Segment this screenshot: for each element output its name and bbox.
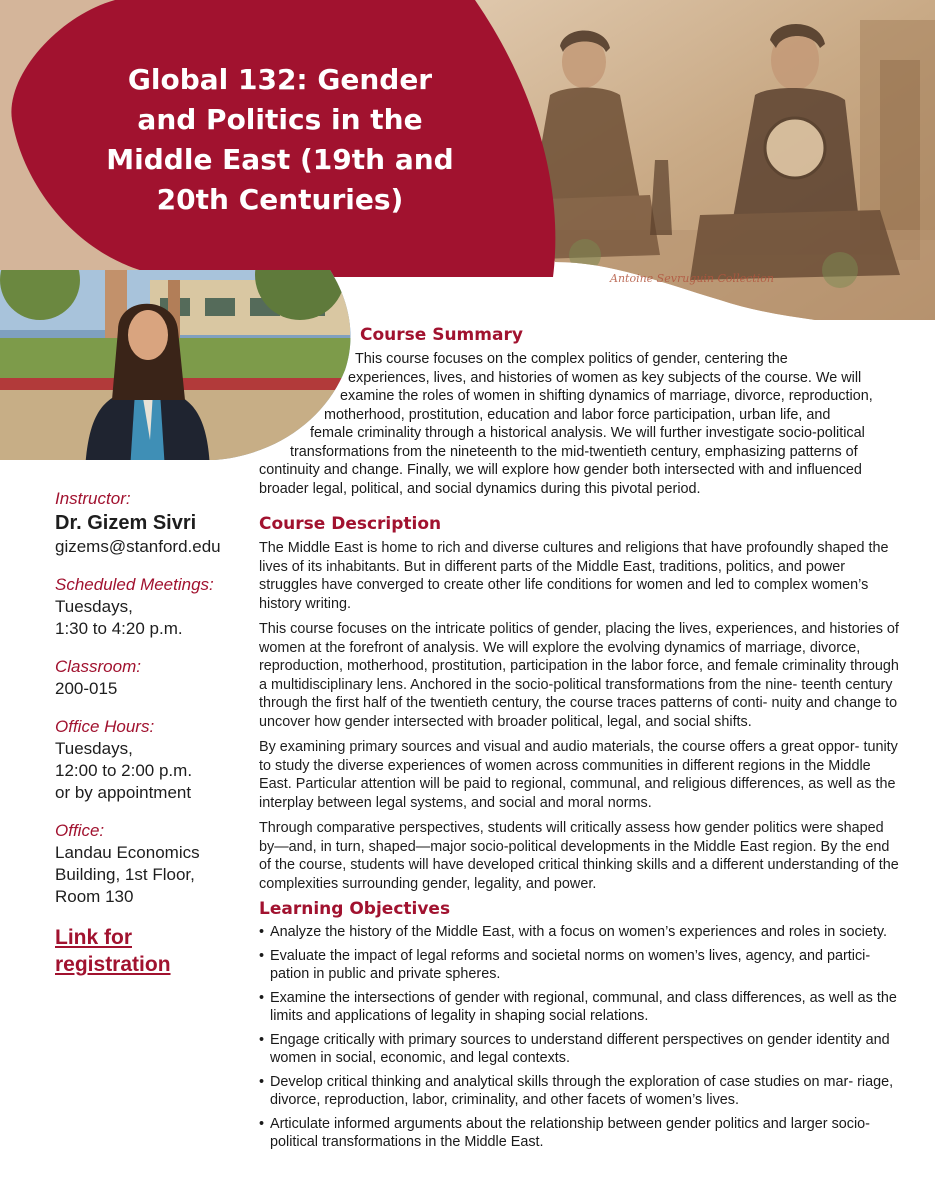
objective-text: Engage critically with primary sources to understand different perspectives on gender identity and women in social, economic, and legal contexts. (270, 1031, 890, 1066)
objective-text: Develop critical thinking and analytical skills through the exploration of case studies on mar- riage, divorce, reproduction, labor, criminality, and other facets of women’s lives. (270, 1073, 894, 1108)
photo-credit: Antoine Sevruguin Collection (610, 272, 774, 285)
classroom-block (55, 656, 255, 700)
description-paragraph: Through comparative perspectives, students will critically assess how gender politics were shaped by—and, in turn, shaped—major socio-political developments in the Middle East region. By the end of the course, students will have developed critical thinking skills and a different understanding of the complexities surrounding gender, legality, and power. (259, 820, 899, 892)
description-paragraph: The Middle East is home to rich and diverse cultures and religions that have profoundly shaped the lives of its inhabitants. But in different parts of the Middle East, traditions, politics, and power struggles have converged to create other life conditions for women and led to complex women’s history writing. (259, 540, 889, 612)
objective-text: Analyze the history of the Middle East, with a focus on women’s experiences and roles in society. (270, 924, 887, 940)
learning-objectives-heading: Learning Objectives (259, 899, 451, 919)
office-line: Room 130 (55, 887, 134, 906)
office-hours-time: 12:00 to 2:00 p.m. (55, 761, 193, 780)
course-description-heading: Course Description (259, 514, 442, 534)
registration-link-line[interactable]: registration (55, 953, 171, 976)
classroom-value: 200-015 (55, 679, 118, 698)
objective-item (259, 989, 899, 1026)
registration-link[interactable] (55, 924, 255, 978)
office-line: Building, 1st Floor, (55, 865, 195, 884)
bullet-icon: • (259, 947, 265, 964)
bullet-icon: • (259, 924, 265, 940)
description-paragraph: By examining primary sources and visual and audio materials, the course offers a great oppor- tunity to study the diverse experiences of women across communities in different regions in the Middle East. Particular attention will be paid to regional, communal, and religious differences, as well as the interplay between legal systems, and social and moral norms. (259, 739, 898, 811)
objective-text: Examine the intersections of gender with regional, communal, and class differences, as well as the limits and applications of legality in shaping social relations. (270, 989, 897, 1024)
objective-text: Articulate informed arguments about the relationship between gender politics and larger socio-political transformations in the Middle East. (270, 1115, 870, 1150)
instructor-label: Instructor: (55, 489, 131, 508)
learning-objectives-list (259, 923, 899, 1157)
office-hours-label: Office Hours: (55, 717, 155, 736)
office-hours-block (55, 716, 255, 804)
meetings-day: Tuesdays, (55, 597, 133, 616)
office-line: Landau Economics (55, 843, 200, 862)
course-title (90, 60, 470, 220)
summary-line: motherhood, prostitution, education and labor force participation, urban life, and (324, 406, 831, 423)
instructor-block (55, 488, 255, 558)
title-line: Global 132: Gender (127, 63, 433, 96)
office-hours-day: Tuesdays, (55, 739, 133, 758)
office-label: Office: (55, 821, 105, 840)
bullet-icon: • (259, 1115, 265, 1132)
summary-line: transformations from the nineteenth to the mid-twentieth century, emphasizing patterns of (290, 443, 858, 460)
objective-item (259, 1031, 899, 1068)
objective-item (259, 1073, 899, 1110)
bullet-icon: • (259, 1031, 265, 1048)
title-line: Middle East (19th and (106, 143, 454, 176)
instructor-portrait (0, 270, 355, 470)
summary-line: continuity and change. Finally, we will explore how gender both intersected with and influenced (259, 462, 862, 478)
summary-line: female criminality through a historical analysis. We will further investigate socio-political (310, 425, 865, 441)
office-block (55, 820, 255, 908)
title-line: and Politics in the (137, 103, 423, 136)
course-summary-heading: Course Summary (360, 325, 523, 345)
objective-item (259, 1115, 899, 1152)
summary-line: This course focuses on the complex politics of gender, centering the (355, 351, 788, 367)
bullet-icon: • (259, 1073, 265, 1090)
meetings-label: Scheduled Meetings: (55, 575, 214, 594)
objective-text: Evaluate the impact of legal reforms and societal norms on women’s lives, agency, and partici- pation in public and private spheres. (270, 947, 871, 982)
course-description-text (259, 539, 899, 893)
instructor-name: Dr. Gizem Sivri (55, 512, 197, 534)
meetings-time: 1:30 to 4:20 p.m. (55, 619, 183, 638)
meetings-block (55, 574, 255, 640)
objective-item (259, 923, 899, 942)
summary-line: broader legal, political, and social dynamics during this pivotal period. (259, 480, 701, 497)
classroom-label: Classroom: (55, 657, 141, 676)
course-info-sidebar (55, 488, 255, 978)
instructor-email[interactable]: gizems@stanford.edu (55, 537, 221, 556)
objective-item (259, 947, 899, 984)
office-hours-note: or by appointment (55, 783, 192, 802)
description-paragraph: This course focuses on the intricate politics of gender, placing the lives, experiences, and histories of women at the forefront of analysis. We will explore the evolving dynamics of marriage, divorce, reproduction, motherhood, prostitution, participation in the labor force, and female criminality through a multidisciplinary lens. Anchored in the socio-political transformations from the nine- teenth century through the first half of the twentieth century, the course traces patterns of conti- nuity and change to uncover how gender intersected with broader political, legal, and social shifts. (259, 621, 899, 730)
summary-line: examine the roles of women in shifting dynamics of marriage, divorce, reproduction, (340, 388, 873, 404)
bullet-icon: • (259, 989, 265, 1006)
title-line: 20th Centuries) (156, 183, 404, 216)
summary-line: experiences, lives, and histories of women as key subjects of the course. We will (348, 369, 862, 386)
registration-link-line[interactable]: Link for (55, 926, 132, 949)
